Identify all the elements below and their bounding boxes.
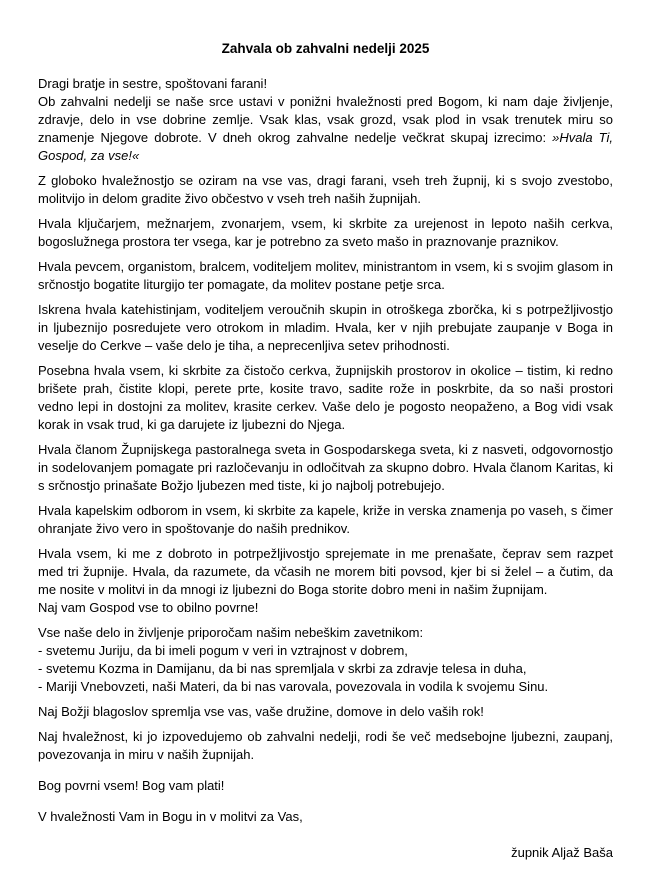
intro-text: Ob zahvalni nedelji se naše srce ustavi v ponižni hvaležnosti pred Bogom, ki nam daje življenje, zdravje, delo in vse dobrine zemlje. Vsak klas, vsak grozd, vsak plod in vsak trenutek miru so znamenje Njegove dobrote. V dneh okrog zahvalne nedelje večkrat skupaj izrecimo:: [38, 94, 613, 145]
paragraph-zavetniki: [38, 624, 613, 696]
paragraph-sveti: Hvala članom Župnijskega pastoralnega sveta in Gospodarskega sveta, ki z nasveti, odgovornostjo in sodelovanjem pomagate pri razločevanju in odločitvah za skupno dobro. Hvala članom Karitas, ki s srčnostjo prinašate Božjo ljubezen med tiste, ki jo najbolj potrebujejo.: [38, 442, 613, 493]
intercession-item-marija: - Mariji Vnebovzeti, naši Materi, da bi nas varovala, povezovala in vodila k svojemu Sinu.: [38, 679, 549, 694]
paragraph-cistoca: Posebna hvala vsem, ki skrbite za čistočo cerkva, župnijskih prostorov in okolice – tistim, ki redno brišete prah, čistite klopi, perete prte, kosite travo, sadite rože in poskrbite, da so naši prostori vedno lepi in dostojni za molitev, krasite cerkev. Vaše delo je pogosto neopaženo, a Bog vidi vsak korak in vsak trud, ki ga darujete iz ljubezni do Njega.: [38, 363, 613, 432]
gratitude-closing-line: Naj vam Gospod vse to obilno povrne!: [38, 600, 259, 615]
paragraph-kapelski-odbori: Hvala kapelskim odborom in vsem, ki skrbite za kapele, križe in verska znamenja po vaseh, s čimer ohranjate živo vero in spoštovanje do naših prednikov.: [38, 503, 613, 536]
intercession-item-jurij: - svetemu Juriju, da bi imeli pogum v veri in vztrajnost v dobrem,: [38, 643, 408, 658]
paragraph-farani: Z globoko hvaležnostjo se oziram na vse vas, dragi farani, vseh treh župnij, ki s svojo zvestobo, molitvijo in delom gradite živo občestvo v vseh treh naših župnijah.: [38, 173, 613, 206]
paragraph-katehistinje: Iskrena hvala katehistinjam, voditeljem veroučnih skupin in otroškega zborčka, ki s potrpežljivostjo in ljubeznijo posredujete vero otrokom in mladim. Hvala, ker v njih prebujate zaupanje v Boga in veselje do Cerkve – vaše delo je tiha, a neprecenljiva setev prihodnosti.: [38, 302, 613, 353]
paragraph-blagoslov: Naj Božji blagoslov spremlja vse vas, vaše družine, domove in delo vaših rok!: [38, 704, 484, 719]
signature: župnik Aljaž Baša: [511, 845, 613, 860]
paragraph-hvaleznost: Naj hvaležnost, ki jo izpovedujemo ob zahvalni nedelji, rodi še več medsebojne ljubezni, zaupanj, povezovanja in miru v naših župnijah.: [38, 729, 613, 762]
document-title: Zahvala ob zahvalni nedelji 2025: [221, 41, 430, 56]
salutation: Dragi bratje in sestre, spoštovani farani!: [38, 76, 268, 91]
farewell-line-2: V hvaležnosti Vam in Bogu in v molitvi za Vas,: [38, 809, 303, 824]
intercessions-intro: Vse naše delo in življenje priporočam našim nebeškim zavetnikom:: [38, 625, 424, 640]
farewell-line-1: Bog povrni vsem! Bog vam plati!: [38, 778, 225, 793]
paragraph-kljucarji: Hvala ključarjem, mežnarjem, zvonarjem, vsem, ki skrbite za urejenost in lepoto naših cerkva, bogoslužnega prostora ter vsega, kar je potrebno za sveto mašo in praznovanje praznikov.: [38, 216, 613, 249]
paragraph-osebna-zahvala: Hvala vsem, ki me z dobroto in potrpežljivostjo sprejemate in me prenašate, čeprav sem razpet med tri župnije. Hvala, da razumete, da včasih ne morem biti povsod, kjer bi si želel – a čutim, da me nosite v molitvi in da mnogi iz ljubezni do Boga storite dobro meni in našim župnijam.: [38, 546, 613, 597]
intercession-item-kozma-damijan: - svetemu Kozma in Damijanu, da bi nas spremljala v skrbi za zdravje telesa in duha,: [38, 661, 527, 676]
paragraph-pevci: Hvala pevcem, organistom, bralcem, voditeljem molitev, ministrantom in vsem, ki s svojim glasom in srčnostjo bogatite liturgijo ter pomagate, da molitev postane petje srca.: [38, 259, 613, 292]
paragraph-intro: [38, 93, 613, 165]
intro-quote: »Hvala Ti, Gospod, za vse!«: [38, 130, 614, 163]
